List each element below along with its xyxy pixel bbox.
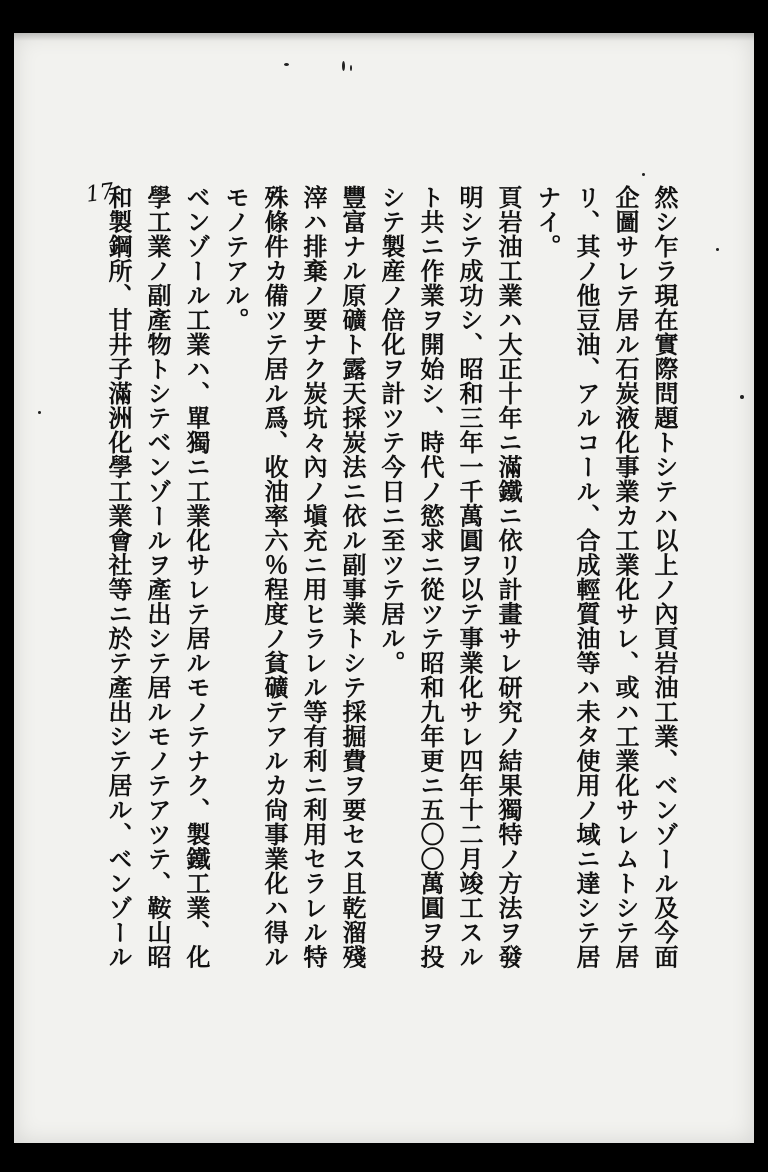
text-column-11: 殊條件カ備ツテ居ル爲、收油率六％程度ノ貧礦テアルカ尙事業化ハ得ル xyxy=(260,185,289,969)
scan-speck xyxy=(642,173,645,176)
text-column-2: 企圖サレテ居ル石炭液化事業カ工業化サレ、或ハ工業化サレムトシテ居 xyxy=(611,185,640,969)
text-column-13: ベンゾール工業ハ、單獨ニ工業化サレテ居ルモノテナク、製鐵工業、化 xyxy=(182,185,211,969)
text-column-5: 頁岩油工業ハ大正十年ニ滿鐵ニ依リ計畫サレ研究ノ結果獨特ノ方法ヲ發 xyxy=(494,185,523,969)
text-column-4: ナイ。 xyxy=(533,185,562,259)
text-column-6: 明シテ成功シ、昭和三年一千萬圓ヲ以テ事業化サレ四年十二月竣工スル xyxy=(455,185,484,969)
scan-speck xyxy=(716,248,719,251)
scan-speck xyxy=(38,411,41,414)
text-column-14: 學工業ノ副產物トシテベンゾールヲ產出シテ居ルモノテアツテ、鞍山昭 xyxy=(143,185,172,969)
scan-speck xyxy=(342,61,345,71)
text-column-7: ト共ニ作業ヲ開始シ、時代ノ慾求ニ從ツテ昭和九年更ニ五〇〇萬圓ヲ投 xyxy=(416,185,445,969)
scan-speck xyxy=(350,65,352,71)
scan-edge xyxy=(14,33,754,41)
text-column-8: シテ製産ノ倍化ヲ計ツテ今日ニ至ツテ居ル。 xyxy=(377,185,406,675)
text-column-3: リ、其ノ他豆油、アルコール、合成輕質油等ハ未タ使用ノ域ニ達シテ居 xyxy=(572,185,601,969)
text-column-10: 滓ハ排棄ノ要ナク炭坑々內ノ塡充ニ用ヒラレル等有利ニ利用セラレル特 xyxy=(299,185,328,969)
text-column-12: モノテアル。 xyxy=(221,185,250,332)
document-page xyxy=(14,33,754,1143)
page-number: 17 xyxy=(84,179,116,208)
scan-speck xyxy=(740,395,744,399)
scan-speck xyxy=(284,63,289,66)
text-column-9: 豐富ナル原礦ト露天採炭法ニ依ル副事業トシテ採掘費ヲ要セス且乾溜殘 xyxy=(338,185,367,969)
text-column-1: 然シ乍ラ現在實際問題トシテハ以上ノ內頁岩油工業、ベンゾール及今面 xyxy=(650,185,679,969)
text-column-15: 和製鋼所、甘井子滿洲化學工業會社等ニ於テ產出シテ居ル、ベンゾール xyxy=(104,185,133,969)
